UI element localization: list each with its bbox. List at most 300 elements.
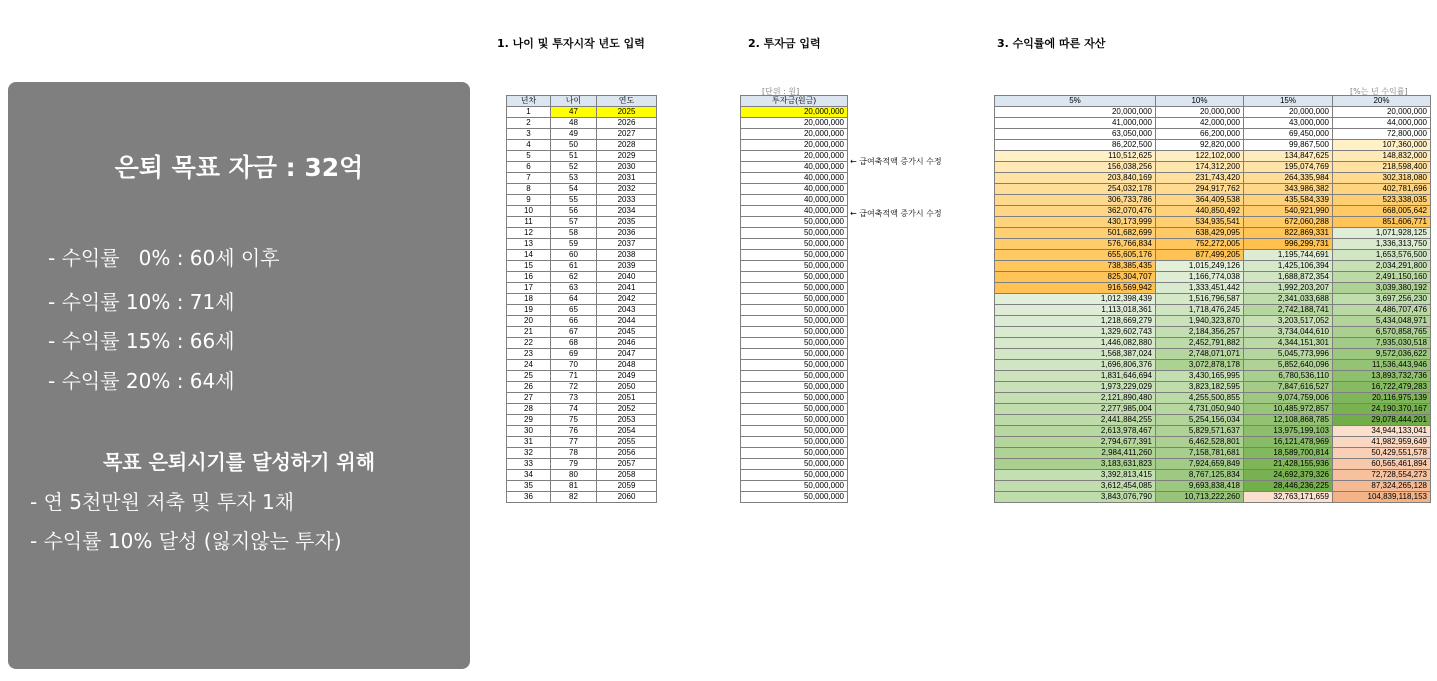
cell-asset-5pct: 2,121,890,480 xyxy=(995,393,1156,404)
table-row xyxy=(507,129,657,140)
cell-asset-5pct: 156,038,256 xyxy=(995,162,1156,173)
table-row xyxy=(741,404,848,415)
cell-asset-10pct: 5,254,156,034 xyxy=(1156,415,1244,426)
cell-age: 57 xyxy=(551,217,597,228)
cell-year: 2059 xyxy=(597,481,657,492)
table-row xyxy=(507,426,657,437)
cell-asset-15pct: 822,869,331 xyxy=(1244,228,1333,239)
cell-asset-5pct: 825,304,707 xyxy=(995,272,1156,283)
cell-year: 2048 xyxy=(597,360,657,371)
section3-unit-note: [%는 년 수익률] xyxy=(1350,87,1408,96)
cell-year-count: 32 xyxy=(507,448,551,459)
cell-asset-5pct: 3,843,076,790 xyxy=(995,492,1156,503)
cell-asset-10pct: 877,499,205 xyxy=(1156,250,1244,261)
table-row xyxy=(507,173,657,184)
table-row xyxy=(995,129,1431,140)
cell-investment: 50,000,000 xyxy=(741,283,848,294)
cell-asset-10pct: 1,516,796,587 xyxy=(1156,294,1244,305)
cell-asset-10pct: 2,748,071,071 xyxy=(1156,349,1244,360)
table-row xyxy=(507,151,657,162)
cell-investment: 50,000,000 xyxy=(741,305,848,316)
cell-investment: 40,000,000 xyxy=(741,195,848,206)
cell-investment: 50,000,000 xyxy=(741,404,848,415)
cell-asset-15pct: 1,195,744,691 xyxy=(1244,250,1333,261)
cell-asset-20pct: 11,536,443,946 xyxy=(1333,360,1431,371)
table-row xyxy=(741,184,848,195)
table-row xyxy=(741,250,848,261)
table-row xyxy=(741,305,848,316)
section3-title: 3. 수익률에 따른 자산 xyxy=(997,37,1106,50)
cell-asset-15pct: 1,688,872,354 xyxy=(1244,272,1333,283)
table-row xyxy=(741,228,848,239)
cell-asset-5pct: 738,385,435 xyxy=(995,261,1156,272)
table-row xyxy=(741,206,848,217)
cell-asset-20pct: 148,832,000 xyxy=(1333,151,1431,162)
cell-asset-5pct: 1,012,398,439 xyxy=(995,294,1156,305)
table-row xyxy=(995,481,1431,492)
mission-line-return: - 수익률 10% 달성 (잃지않는 투자) xyxy=(30,529,342,553)
cell-age: 79 xyxy=(551,459,597,470)
cell-asset-10pct: 7,158,781,681 xyxy=(1156,448,1244,459)
cell-year-count: 28 xyxy=(507,404,551,415)
table-row xyxy=(507,107,657,118)
table-row xyxy=(995,327,1431,338)
cell-year-count: 8 xyxy=(507,184,551,195)
cell-asset-5pct: 2,441,884,255 xyxy=(995,415,1156,426)
cell-year-count: 27 xyxy=(507,393,551,404)
table-row xyxy=(507,349,657,360)
table-row xyxy=(995,470,1431,481)
cell-age: 66 xyxy=(551,316,597,327)
cell-asset-15pct: 1,992,203,207 xyxy=(1244,283,1333,294)
cell-investment: 50,000,000 xyxy=(741,492,848,503)
header-investment: 투자금(원금) xyxy=(741,96,848,107)
cell-asset-20pct: 1,653,576,500 xyxy=(1333,250,1431,261)
table-row xyxy=(507,437,657,448)
cell-age: 80 xyxy=(551,470,597,481)
table-row xyxy=(995,415,1431,426)
table-row xyxy=(507,404,657,415)
cell-investment: 40,000,000 xyxy=(741,184,848,195)
cell-asset-10pct: 2,452,791,882 xyxy=(1156,338,1244,349)
cell-asset-5pct: 86,202,500 xyxy=(995,140,1156,151)
table-row xyxy=(995,140,1431,151)
cell-year-count: 33 xyxy=(507,459,551,470)
cell-age: 58 xyxy=(551,228,597,239)
table-row xyxy=(741,437,848,448)
cell-year-count: 5 xyxy=(507,151,551,162)
cell-year-count: 2 xyxy=(507,118,551,129)
table-row xyxy=(995,426,1431,437)
cell-asset-5pct: 3,183,631,823 xyxy=(995,459,1156,470)
cell-investment: 50,000,000 xyxy=(741,360,848,371)
cell-investment: 50,000,000 xyxy=(741,415,848,426)
table-row xyxy=(741,272,848,283)
table-row xyxy=(741,415,848,426)
table-row xyxy=(995,437,1431,448)
cell-asset-15pct: 32,763,171,659 xyxy=(1244,492,1333,503)
table-row xyxy=(507,118,657,129)
cell-asset-5pct: 1,568,387,024 xyxy=(995,349,1156,360)
cell-investment: 50,000,000 xyxy=(741,371,848,382)
cell-asset-5pct: 3,392,813,415 xyxy=(995,470,1156,481)
cell-year[interactable]: 2025 xyxy=(597,107,657,118)
cell-year-count: 31 xyxy=(507,437,551,448)
cell-age: 81 xyxy=(551,481,597,492)
cell-asset-5pct: 501,682,699 xyxy=(995,228,1156,239)
table-row xyxy=(507,360,657,371)
cell-asset-5pct: 1,113,018,361 xyxy=(995,305,1156,316)
cell-year: 2057 xyxy=(597,459,657,470)
summary-line-0pct: - 수익률 0% : 60세 이후 xyxy=(48,246,280,270)
cell-asset-20pct: 41,982,959,649 xyxy=(1333,437,1431,448)
cell-asset-15pct: 195,074,769 xyxy=(1244,162,1333,173)
table-row xyxy=(507,492,657,503)
cell-asset-5pct: 1,696,806,376 xyxy=(995,360,1156,371)
cell-investment: 50,000,000 xyxy=(741,459,848,470)
cell-year: 2035 xyxy=(597,217,657,228)
cell-asset-15pct: 540,921,990 xyxy=(1244,206,1333,217)
cell-year-count: 20 xyxy=(507,316,551,327)
cell-asset-5pct: 63,050,000 xyxy=(995,129,1156,140)
cell-age: 51 xyxy=(551,151,597,162)
table-row xyxy=(995,272,1431,283)
cell-year: 2042 xyxy=(597,294,657,305)
cell-asset-10pct: 42,000,000 xyxy=(1156,118,1244,129)
cell-investment: 20,000,000 xyxy=(741,140,848,151)
cell-age: 70 xyxy=(551,360,597,371)
section1-title: 1. 나이 및 투자시작 년도 입력 xyxy=(497,37,645,50)
cell-asset-5pct: 655,605,176 xyxy=(995,250,1156,261)
table-row xyxy=(741,338,848,349)
table-row xyxy=(507,250,657,261)
cell-age: 52 xyxy=(551,162,597,173)
cell-asset-20pct: 13,893,732,736 xyxy=(1333,371,1431,382)
retirement-goal-title: 은퇴 목표 자금 : 32억 xyxy=(114,153,364,182)
table-row xyxy=(507,338,657,349)
cell-age: 74 xyxy=(551,404,597,415)
cell-investment: 50,000,000 xyxy=(741,437,848,448)
cell-asset-15pct: 18,589,700,814 xyxy=(1244,448,1333,459)
cell-investment: 50,000,000 xyxy=(741,349,848,360)
cell-year: 2040 xyxy=(597,272,657,283)
table-row xyxy=(995,360,1431,371)
cell-year-count: 9 xyxy=(507,195,551,206)
cell-year: 2032 xyxy=(597,184,657,195)
cell-investment: 50,000,000 xyxy=(741,250,848,261)
cell-asset-10pct: 3,430,165,995 xyxy=(1156,371,1244,382)
table-row xyxy=(995,294,1431,305)
cell-investment: 50,000,000 xyxy=(741,338,848,349)
cell-year-count: 29 xyxy=(507,415,551,426)
table-row xyxy=(507,162,657,173)
cell-year: 2047 xyxy=(597,349,657,360)
cell-year-count: 15 xyxy=(507,261,551,272)
header-year-count: 년차 xyxy=(507,96,551,107)
cell-year-count: 1 xyxy=(507,107,551,118)
table-row xyxy=(507,206,657,217)
cell-year-count: 21 xyxy=(507,327,551,338)
cell-asset-15pct: 99,867,500 xyxy=(1244,140,1333,151)
cell-asset-10pct: 364,409,538 xyxy=(1156,195,1244,206)
cell-asset-10pct: 7,924,659,849 xyxy=(1156,459,1244,470)
mission-line-savings: - 연 5천만원 저축 및 투자 1채 xyxy=(30,490,295,514)
table-row xyxy=(741,393,848,404)
cell-asset-20pct: 3,697,256,230 xyxy=(1333,294,1431,305)
cell-asset-20pct: 104,839,118,153 xyxy=(1333,492,1431,503)
cell-age: 69 xyxy=(551,349,597,360)
cell-asset-5pct: 362,070,476 xyxy=(995,206,1156,217)
cell-investment: 50,000,000 xyxy=(741,393,848,404)
cell-year-count: 36 xyxy=(507,492,551,503)
cell-asset-10pct: 66,200,000 xyxy=(1156,129,1244,140)
cell-investment: 50,000,000 xyxy=(741,448,848,459)
table-row xyxy=(741,459,848,470)
table-row xyxy=(995,107,1431,118)
table-row xyxy=(995,162,1431,173)
table-row xyxy=(741,107,848,118)
cell-year: 2043 xyxy=(597,305,657,316)
investment-table xyxy=(740,95,848,503)
cell-asset-15pct: 13,975,199,103 xyxy=(1244,426,1333,437)
table-row xyxy=(995,283,1431,294)
cell-age: 59 xyxy=(551,239,597,250)
table-row xyxy=(741,195,848,206)
cell-asset-20pct: 4,486,707,476 xyxy=(1333,305,1431,316)
cell-year: 2051 xyxy=(597,393,657,404)
cell-asset-15pct: 69,450,000 xyxy=(1244,129,1333,140)
cell-asset-10pct: 638,429,095 xyxy=(1156,228,1244,239)
cell-asset-15pct: 435,584,339 xyxy=(1244,195,1333,206)
table-row xyxy=(995,492,1431,503)
mission-title: 목표 은퇴시기를 달성하기 위해 xyxy=(102,450,376,474)
cell-asset-10pct: 752,272,005 xyxy=(1156,239,1244,250)
cell-year: 2058 xyxy=(597,470,657,481)
cell-year-count: 26 xyxy=(507,382,551,393)
salary-change-note: ← 급여축적액 증가시 수정 xyxy=(850,209,942,219)
table-row xyxy=(507,261,657,272)
table-row xyxy=(507,393,657,404)
cell-asset-20pct: 34,944,133,041 xyxy=(1333,426,1431,437)
cell-asset-5pct: 3,612,454,085 xyxy=(995,481,1156,492)
cell-asset-15pct: 10,485,972,857 xyxy=(1244,404,1333,415)
table-row xyxy=(741,140,848,151)
cell-asset-10pct: 1,333,451,442 xyxy=(1156,283,1244,294)
cell-asset-20pct: 218,598,400 xyxy=(1333,162,1431,173)
table-row xyxy=(741,371,848,382)
table-row xyxy=(995,382,1431,393)
cell-investment: 20,000,000 xyxy=(741,151,848,162)
cell-asset-5pct: 41,000,000 xyxy=(995,118,1156,129)
cell-asset-5pct: 1,831,646,694 xyxy=(995,371,1156,382)
cell-asset-10pct: 4,255,500,855 xyxy=(1156,393,1244,404)
cell-year: 2050 xyxy=(597,382,657,393)
table-row xyxy=(741,239,848,250)
table-row xyxy=(507,382,657,393)
cell-investment: 50,000,000 xyxy=(741,426,848,437)
table-row xyxy=(995,261,1431,272)
cell-asset-10pct: 440,850,492 xyxy=(1156,206,1244,217)
table-row xyxy=(507,305,657,316)
cell-asset-5pct: 1,329,602,743 xyxy=(995,327,1156,338)
cell-asset-10pct: 6,462,528,801 xyxy=(1156,437,1244,448)
cell-asset-15pct: 4,344,151,301 xyxy=(1244,338,1333,349)
cell-asset-15pct: 264,335,984 xyxy=(1244,173,1333,184)
cell-asset-15pct: 3,203,517,052 xyxy=(1244,316,1333,327)
cell-asset-20pct: 20,000,000 xyxy=(1333,107,1431,118)
cell-year-count: 24 xyxy=(507,360,551,371)
cell-year-count: 34 xyxy=(507,470,551,481)
cell-asset-10pct: 294,917,762 xyxy=(1156,184,1244,195)
cell-asset-15pct: 21,428,155,936 xyxy=(1244,459,1333,470)
table-row xyxy=(995,195,1431,206)
cell-asset-20pct: 107,360,000 xyxy=(1333,140,1431,151)
cell-year: 2045 xyxy=(597,327,657,338)
cell-asset-20pct: 668,005,642 xyxy=(1333,206,1431,217)
cell-age: 48 xyxy=(551,118,597,129)
cell-year: 2046 xyxy=(597,338,657,349)
table-row xyxy=(741,283,848,294)
table-row xyxy=(741,316,848,327)
table-row xyxy=(507,481,657,492)
cell-year-count: 12 xyxy=(507,228,551,239)
table-row xyxy=(507,228,657,239)
cell-year-count: 22 xyxy=(507,338,551,349)
cell-asset-10pct: 20,000,000 xyxy=(1156,107,1244,118)
cell-age: 63 xyxy=(551,283,597,294)
cell-asset-10pct: 1,718,476,245 xyxy=(1156,305,1244,316)
cell-age: 72 xyxy=(551,382,597,393)
table-row xyxy=(507,217,657,228)
cell-asset-10pct: 2,184,356,257 xyxy=(1156,327,1244,338)
summary-line-10pct: - 수익률 10% : 71세 xyxy=(48,290,235,314)
cell-asset-15pct: 343,986,382 xyxy=(1244,184,1333,195)
table-row xyxy=(507,294,657,305)
table-row xyxy=(507,272,657,283)
cell-age: 55 xyxy=(551,195,597,206)
cell-year-count: 23 xyxy=(507,349,551,360)
cell-asset-5pct: 576,766,834 xyxy=(995,239,1156,250)
cell-year-count: 35 xyxy=(507,481,551,492)
table-row xyxy=(995,305,1431,316)
cell-asset-5pct: 20,000,000 xyxy=(995,107,1156,118)
table-row xyxy=(995,239,1431,250)
cell-asset-10pct: 4,731,050,940 xyxy=(1156,404,1244,415)
table-row xyxy=(507,459,657,470)
cell-age: 49 xyxy=(551,129,597,140)
cell-asset-15pct: 24,692,379,326 xyxy=(1244,470,1333,481)
table-row xyxy=(995,338,1431,349)
cell-year-count: 7 xyxy=(507,173,551,184)
cell-year: 2044 xyxy=(597,316,657,327)
table-row xyxy=(507,316,657,327)
cell-investment[interactable]: 20,000,000 xyxy=(741,107,848,118)
cell-asset-10pct: 231,743,420 xyxy=(1156,173,1244,184)
cell-asset-5pct: 430,173,999 xyxy=(995,217,1156,228)
header-age: 나이 xyxy=(551,96,597,107)
cell-asset-10pct: 1,940,323,870 xyxy=(1156,316,1244,327)
cell-asset-20pct: 72,800,000 xyxy=(1333,129,1431,140)
cell-investment: 40,000,000 xyxy=(741,206,848,217)
cell-year: 2039 xyxy=(597,261,657,272)
header-return-10pct: 10% xyxy=(1156,96,1244,107)
summary-line-15pct: - 수익률 15% : 66세 xyxy=(48,329,235,353)
cell-year: 2029 xyxy=(597,151,657,162)
cell-age: 62 xyxy=(551,272,597,283)
table-row xyxy=(741,481,848,492)
table-row xyxy=(995,228,1431,239)
table-row xyxy=(995,316,1431,327)
age-year-table xyxy=(506,95,657,503)
asset-by-return-table xyxy=(994,95,1431,503)
table-row xyxy=(507,327,657,338)
cell-investment: 20,000,000 xyxy=(741,118,848,129)
cell-asset-20pct: 60,565,461,894 xyxy=(1333,459,1431,470)
cell-year-count: 25 xyxy=(507,371,551,382)
table-row xyxy=(741,118,848,129)
cell-asset-5pct: 1,446,082,880 xyxy=(995,338,1156,349)
cell-year: 2030 xyxy=(597,162,657,173)
cell-asset-15pct: 996,299,731 xyxy=(1244,239,1333,250)
table-row xyxy=(995,151,1431,162)
cell-year: 2028 xyxy=(597,140,657,151)
cell-investment: 50,000,000 xyxy=(741,239,848,250)
cell-asset-20pct: 16,722,479,283 xyxy=(1333,382,1431,393)
cell-year: 2055 xyxy=(597,437,657,448)
header-return-15pct: 15% xyxy=(1244,96,1333,107)
cell-investment: 50,000,000 xyxy=(741,261,848,272)
header-return-5pct: 5% xyxy=(995,96,1156,107)
cell-age[interactable]: 47 xyxy=(551,107,597,118)
table-row xyxy=(741,349,848,360)
cell-asset-10pct: 10,713,222,260 xyxy=(1156,492,1244,503)
table-row xyxy=(741,492,848,503)
cell-investment: 50,000,000 xyxy=(741,228,848,239)
cell-asset-20pct: 7,935,030,518 xyxy=(1333,338,1431,349)
table-row xyxy=(507,239,657,250)
cell-asset-20pct: 87,324,265,128 xyxy=(1333,481,1431,492)
cell-age: 65 xyxy=(551,305,597,316)
cell-asset-20pct: 2,491,150,160 xyxy=(1333,272,1431,283)
table-row xyxy=(507,283,657,294)
table-row xyxy=(741,360,848,371)
cell-asset-15pct: 7,847,616,527 xyxy=(1244,382,1333,393)
table-row xyxy=(995,448,1431,459)
cell-age: 75 xyxy=(551,415,597,426)
cell-year-count: 18 xyxy=(507,294,551,305)
cell-asset-10pct: 92,820,000 xyxy=(1156,140,1244,151)
cell-age: 76 xyxy=(551,426,597,437)
table-row xyxy=(741,162,848,173)
cell-age: 71 xyxy=(551,371,597,382)
cell-asset-10pct: 5,829,571,637 xyxy=(1156,426,1244,437)
table-row xyxy=(995,404,1431,415)
cell-asset-20pct: 523,338,035 xyxy=(1333,195,1431,206)
table-row xyxy=(507,184,657,195)
cell-year: 2049 xyxy=(597,371,657,382)
cell-asset-15pct: 20,000,000 xyxy=(1244,107,1333,118)
table-row xyxy=(507,195,657,206)
cell-year-count: 14 xyxy=(507,250,551,261)
cell-asset-20pct: 72,728,554,273 xyxy=(1333,470,1431,481)
cell-asset-5pct: 110,512,625 xyxy=(995,151,1156,162)
cell-asset-10pct: 1,015,249,126 xyxy=(1156,261,1244,272)
cell-asset-20pct: 5,434,048,971 xyxy=(1333,316,1431,327)
cell-investment: 20,000,000 xyxy=(741,129,848,140)
cell-investment: 40,000,000 xyxy=(741,162,848,173)
cell-year-count: 3 xyxy=(507,129,551,140)
cell-asset-10pct: 3,072,878,178 xyxy=(1156,360,1244,371)
